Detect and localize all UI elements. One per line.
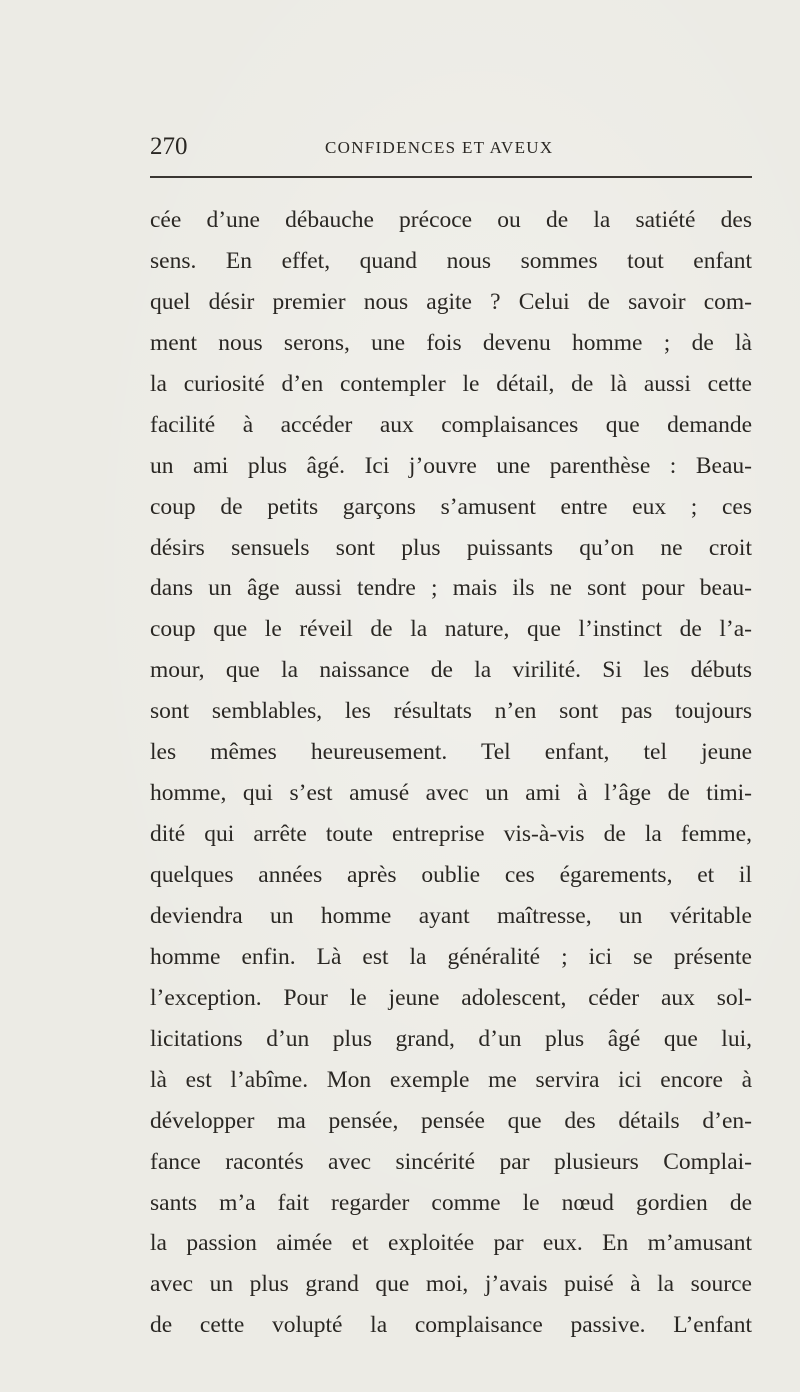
text-line: dité qui arrête toute entreprise vis-à-vis de la femme, bbox=[150, 821, 752, 848]
running-head bbox=[150, 132, 752, 162]
text-line: un ami plus âgé. Ici j’ouvre une parenthèse : Beau- bbox=[150, 452, 752, 479]
text-line: coup de petits garçons s’amusent entre eux ; ces bbox=[150, 493, 752, 520]
text-line: quel désir premier nous agite ? Celui de savoir com- bbox=[150, 288, 752, 315]
text-line: sants m’a fait regarder comme le nœud gordien de bbox=[150, 1189, 752, 1216]
body-text bbox=[150, 200, 752, 1346]
header-rule bbox=[150, 176, 752, 178]
text-line: sont semblables, les résultats n’en sont pas toujours bbox=[150, 698, 752, 725]
text-line: cée d’une débauche précoce ou de la satiété des bbox=[150, 207, 752, 233]
text-line: homme, qui s’est amusé avec un ami à l’âge de timi- bbox=[150, 780, 752, 807]
text-line: sens. En effet, quand nous sommes tout enfant bbox=[150, 247, 752, 274]
text-line: de cette volupté la complaisance passive. L’enfant bbox=[150, 1312, 752, 1339]
text-line: quelques années après oublie ces égarements, et il bbox=[150, 862, 752, 888]
text-line: coup que le réveil de la nature, que l’instinct de l’a- bbox=[150, 616, 752, 643]
text-line: avec un plus grand que moi, j’avais puisé à la source bbox=[150, 1271, 752, 1298]
text-line: développer ma pensée, pensée que des détails d’en- bbox=[150, 1107, 752, 1134]
text-line: là est l’abîme. Mon exemple me servira ici encore à bbox=[150, 1066, 752, 1093]
page-number: 270 bbox=[150, 133, 188, 160]
text-line: fance racontés avec sincérité par plusieurs Complai- bbox=[150, 1148, 752, 1175]
text-line: deviendra un homme ayant maîtresse, un véritable bbox=[150, 902, 752, 929]
text-line: désirs sensuels sont plus puissants qu’on ne croit bbox=[150, 534, 752, 561]
running-title: CONFIDENCES ET AVEUX bbox=[325, 138, 554, 157]
text-line: dans un âge aussi tendre ; mais ils ne sont pour beau- bbox=[150, 575, 752, 602]
text-line: ment nous serons, une fois devenu homme ; de là bbox=[150, 329, 752, 356]
text-line: mour, que la naissance de la virilité. Si les débuts bbox=[150, 657, 752, 684]
text-line: l’exception. Pour le jeune adolescent, céder aux sol- bbox=[150, 984, 752, 1011]
text-line: les mêmes heureusement. Tel enfant, tel jeune bbox=[150, 739, 752, 766]
text-line: licitations d’un plus grand, d’un plus âgé que lui, bbox=[150, 1025, 752, 1052]
text-line: facilité à accéder aux complaisances que demande bbox=[150, 411, 752, 438]
text-line: la curiosité d’en contempler le détail, de là aussi cette bbox=[150, 370, 752, 397]
text-line: homme enfin. Là est la généralité ; ici se présente bbox=[150, 943, 752, 970]
text-line: la passion aimée et exploitée par eux. En m’amusant bbox=[150, 1230, 752, 1257]
